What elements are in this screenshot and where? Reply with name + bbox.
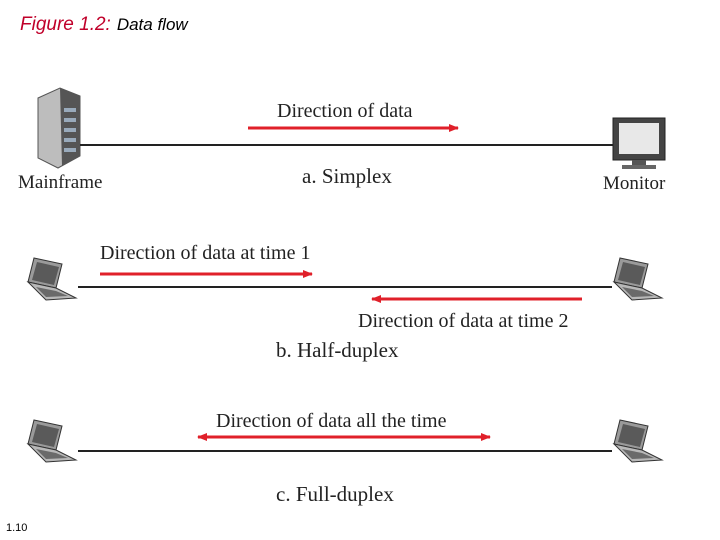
laptop-icon [614,420,662,462]
half-duplex-arrow1-label: Direction of data at time 1 [100,242,311,264]
simplex-caption: a. Simplex [302,164,392,188]
half-duplex-caption: b. Half-duplex [276,338,399,362]
laptop-icon [28,258,76,300]
mainframe-icon [38,88,80,168]
page-number: 1.10 [6,522,28,534]
laptop-icon [614,258,662,300]
laptop-icon [28,420,76,462]
figure-title-sub: Data flow [116,15,188,34]
monitor-icon [613,118,665,169]
half-duplex-arrow2-label: Direction of data at time 2 [358,310,569,332]
monitor-label: Monitor [603,173,666,194]
full-duplex-caption: c. Full-duplex [276,482,394,506]
figure-title-main: Figure 1.2: [20,14,111,35]
simplex-arrow-label: Direction of data [277,100,413,122]
mainframe-label: Mainframe [18,172,103,193]
full-duplex-arrow-label: Direction of data all the time [216,410,447,432]
